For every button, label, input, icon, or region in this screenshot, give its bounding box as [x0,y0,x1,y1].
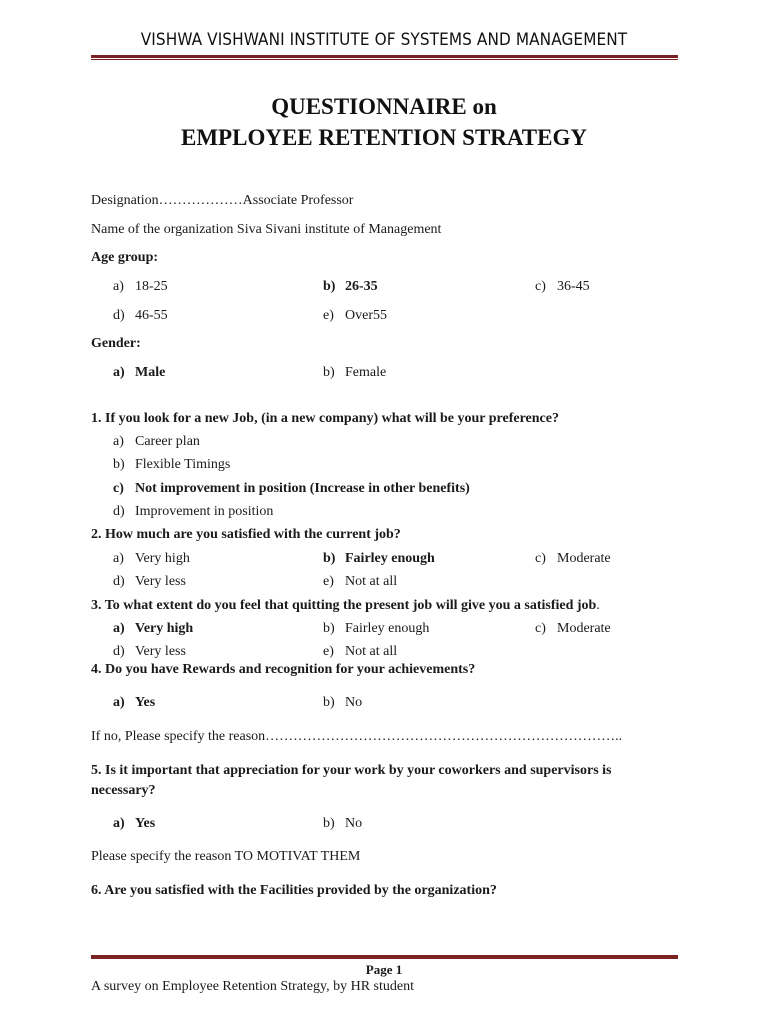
age-option-a [113,279,168,295]
header-rule [91,55,678,58]
option-text: Yes [135,695,156,710]
q1-option-b [113,457,230,473]
option-text: Flexible Timings [135,457,231,472]
option-letter: e) [323,644,334,659]
age-option-b [323,279,378,295]
option-letter: b) [323,551,336,566]
age-option-d [113,308,168,324]
designation-field: Designation………………Associate Professor [91,193,354,208]
q2-option-e [323,574,397,590]
q5-followup: Please specify the reason TO MOTIVAT THEM [91,849,361,864]
footer-rule [91,955,678,959]
option-text: 36-45 [557,279,590,294]
option-text: Yes [135,816,156,831]
q1-option-c [113,481,470,497]
option-letter: d) [113,504,125,519]
q4-option-b [323,695,362,711]
age-group-label: Age group: [91,250,159,265]
q1-option-a [113,434,200,450]
option-letter: e) [323,308,334,323]
option-letter: a) [113,621,125,636]
option-text: No [345,695,363,710]
option-text: Not improvement in position (Increase in other benefits) [135,481,470,496]
question-3-text: 3. To what extent do you feel that quitting the present job will give you a satisfied job [91,598,597,613]
option-letter: b) [113,457,125,472]
option-letter: e) [323,574,334,589]
institute-header: VISHWA VISHWANI INSTITUTE OF SYSTEMS AND MANAGEMENT [140,30,628,50]
option-text: 26-35 [345,279,378,294]
option-text: Very high [135,621,194,636]
option-letter: a) [113,551,124,566]
option-letter: a) [113,695,125,710]
option-text: Moderate [557,621,611,636]
option-text: 18-25 [135,279,168,294]
q2-option-d [113,574,186,590]
option-text: Male [135,365,166,380]
option-letter: d) [113,644,125,659]
question-5-line-2: necessary? [91,783,156,798]
footer-caption: A survey on Employee Retention Strategy, by HR student [91,979,414,994]
option-letter: a) [113,365,125,380]
option-letter: c) [535,621,546,636]
organization-field: Name of the organization Siva Sivani institute of Management [91,222,442,237]
option-letter: d) [113,574,125,589]
option-text: 46-55 [135,308,168,323]
option-text: Career plan [135,434,200,449]
header-rule-thin [91,59,678,60]
question-6: 6. Are you satisfied with the Facilities provided by the organization? [91,883,497,898]
option-letter: b) [323,621,335,636]
q3-option-e [323,644,397,660]
q1-option-d [113,504,273,520]
option-letter: c) [113,481,124,496]
title-line-1: QUESTIONNAIRE on [271,94,497,119]
option-text: Not at all [345,574,398,589]
page-number: Page 1 [365,962,403,977]
option-text: No [345,816,363,831]
q4-option-a [113,695,155,711]
question-3-end: . [596,598,600,613]
q3-option-a [113,621,193,637]
option-text: Very less [135,574,186,589]
option-letter: c) [535,279,546,294]
q5-option-b [323,816,362,832]
option-text: Female [345,365,387,380]
option-text: Over55 [345,308,387,323]
option-letter: b) [323,695,335,710]
q2-option-b [323,551,435,567]
option-text: Fairley enough [345,621,430,636]
gender-label: Gender: [91,336,141,351]
option-letter: a) [113,816,125,831]
option-text: Improvement in position [135,504,274,519]
option-letter: d) [113,308,125,323]
option-text: Moderate [557,551,611,566]
question-4: 4. Do you have Rewards and recognition for your achievements? [91,662,476,677]
option-letter: b) [323,279,336,294]
age-option-c [535,279,590,295]
gender-option-a [113,365,165,381]
option-text: Fairley enough [345,551,435,566]
q2-option-c [535,551,611,567]
question-2: 2. How much are you satisfied with the current job? [91,527,401,542]
option-text: Very less [135,644,186,659]
option-letter: b) [323,816,335,831]
question-3 [91,598,600,614]
option-letter: b) [323,365,335,380]
question-5-line-1: 5. Is it important that appreciation for your work by your coworkers and supervisors is [91,763,612,778]
q4-followup: If no, Please specify the reason………………………………………………………………….. [91,729,623,744]
q5-option-a [113,816,155,832]
gender-option-b [323,365,386,381]
option-text: Not at all [345,644,398,659]
option-letter: a) [113,434,124,449]
q3-option-b [323,621,429,637]
option-letter: a) [113,279,124,294]
q3-option-c [535,621,611,637]
age-option-e [323,308,387,324]
q2-option-a [113,551,190,567]
question-1: 1. If you look for a new Job, (in a new company) what will be your preference? [91,411,559,426]
option-letter: c) [535,551,546,566]
q3-option-d [113,644,186,660]
option-text: Very high [135,551,190,566]
title-line-2: EMPLOYEE RETENTION STRATEGY [181,125,587,150]
